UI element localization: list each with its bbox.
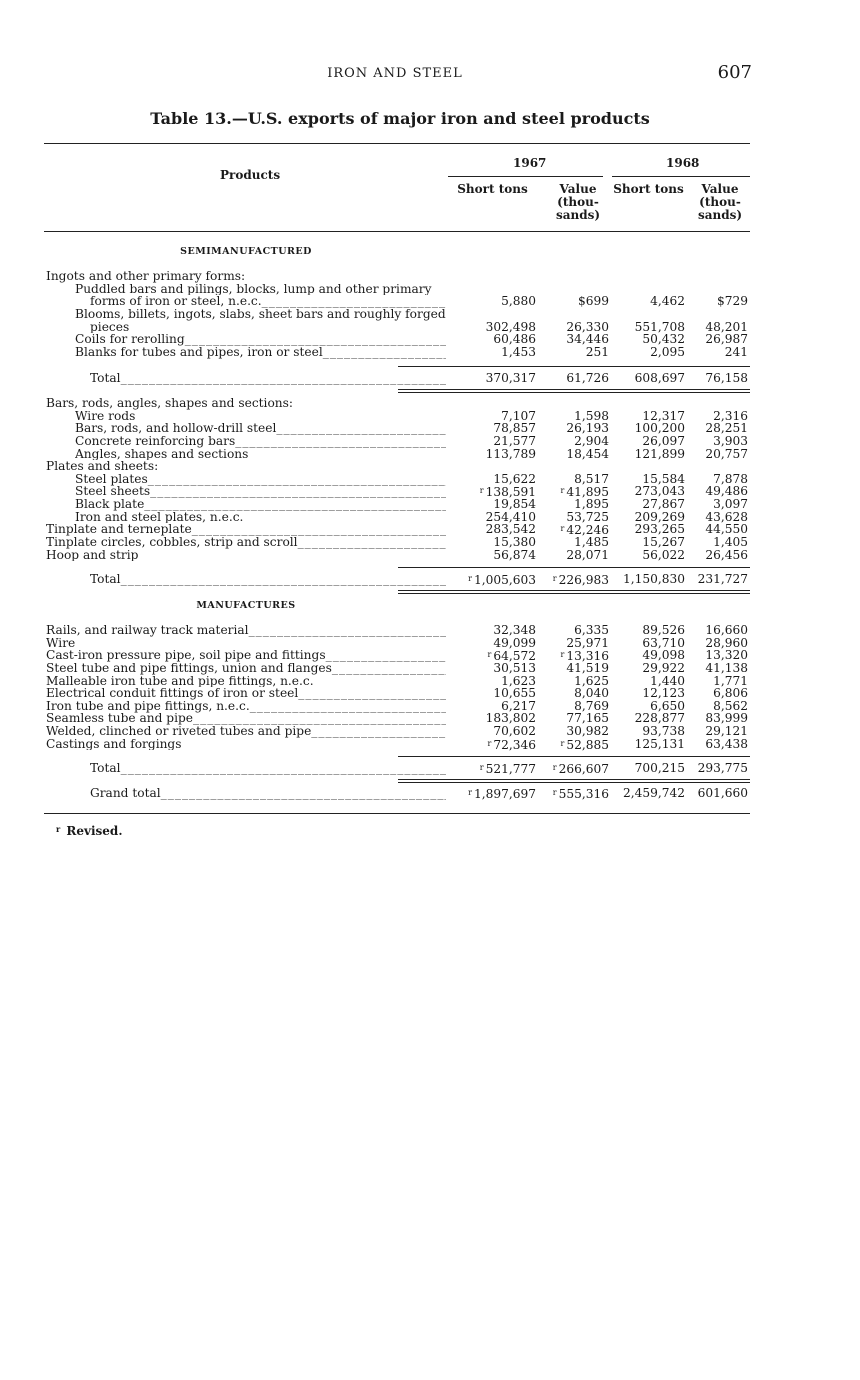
cell-value-1968: 29,121 [705, 724, 748, 739]
manufactures-total [46, 762, 752, 775]
footnote [56, 824, 123, 838]
table-row [46, 498, 752, 511]
row-label: Total _____ [90, 372, 446, 385]
cell-value-1967: 251 [585, 344, 609, 359]
cell-value-1967: 1,485 [574, 535, 609, 550]
row-label: Blooms, billets, ingots, slabs, sheet bars and roughly forged [75, 307, 446, 321]
cell-short-tons-1967: 56,874 [493, 547, 536, 562]
cell-value-1968: $729 [716, 294, 748, 309]
header-value-1967 [548, 183, 608, 222]
cell-value-1968: 48,201 [705, 319, 748, 334]
row-label: forms of iron or steel, n.e.c. _____ [90, 295, 446, 308]
cell-short-tons-1968: 26,097 [642, 433, 685, 448]
table-row [46, 283, 752, 296]
cell-short-tons-1967: 15,622 [493, 471, 536, 486]
bars-sheets-table [46, 397, 752, 561]
cell-short-tons-1968: 56,022 [642, 547, 685, 562]
table-row [46, 397, 752, 410]
cell-short-tons-1967: $^r$ 72,346 [487, 737, 536, 752]
section-semimanufactured: SEMIMANUFACTURED [180, 246, 312, 257]
table-title: Table 13.—U.S. exports of major iron and steel products [150, 109, 650, 128]
cell-value-1967: 53,725 [566, 509, 609, 524]
revised-mark: r [560, 650, 565, 660]
cell-short-tons-1967: $^r$ 521,777 [479, 762, 536, 776]
cell-short-tons-1968: 228,877 [634, 711, 685, 726]
semimanufactured-total-1 [46, 372, 752, 385]
cell-short-tons-1968: 2,095 [650, 344, 685, 359]
grand-total [46, 787, 752, 800]
cell-short-tons-1968: 15,584 [642, 471, 685, 486]
row-label: Steel plates _____ [75, 473, 446, 486]
header-year-1967: 1967 [513, 156, 547, 170]
cell-value-1967: 25,971 [566, 635, 609, 650]
table-row-total [46, 573, 752, 586]
table-row [46, 460, 752, 473]
year-1968-rule [612, 176, 750, 177]
cell-short-tons-1967: $^r$ 1,897,697 [468, 787, 536, 801]
table-row [46, 549, 752, 562]
cell-short-tons-1968: 1,150,830 [622, 572, 685, 586]
running-head [0, 62, 860, 84]
total-rule [398, 567, 750, 568]
cell-value-1968: 601,660 [697, 786, 748, 800]
cell-value-1967: 1,895 [574, 497, 609, 512]
cell-short-tons-1968: 89,526 [642, 623, 685, 637]
cell-short-tons-1967: 254,410 [485, 509, 536, 524]
header-value-line1: Value [559, 182, 597, 196]
table-row [46, 725, 752, 738]
revised-mark: r [479, 486, 484, 496]
row-label: Wire _____ [46, 637, 446, 650]
cell-short-tons-1967: 370,317 [485, 371, 536, 385]
header-value-line2: (thou- [557, 195, 599, 209]
cell-value-1968: 41,138 [705, 660, 748, 675]
row-label: Castings and forgings _____ [46, 738, 446, 751]
table-bottom-rule [44, 813, 750, 814]
cell-short-tons-1967: 21,577 [493, 433, 536, 448]
cell-short-tons-1968: 29,922 [642, 660, 685, 675]
cell-value-1968: 7,878 [713, 471, 748, 486]
cell-short-tons-1967: 302,498 [485, 319, 536, 334]
revised-mark: r [468, 574, 472, 583]
year-1967-rule [448, 176, 603, 177]
cell-short-tons-1967: $^r$ 1,005,603 [468, 573, 536, 587]
table-row-total [46, 762, 752, 775]
cell-value-1967: 18,454 [566, 446, 609, 461]
cell-short-tons-1968: 93,738 [642, 724, 685, 739]
row-label: Wire rods _____ [75, 410, 446, 423]
table-row [46, 308, 752, 321]
section-manufactures: MANUFACTURES [196, 600, 296, 611]
cell-short-tons-1968: 63,710 [642, 635, 685, 650]
cell-value-1968: 63,438 [705, 736, 748, 751]
revised-mark: r [560, 524, 565, 534]
cell-value-1967: 8,517 [574, 471, 609, 486]
cell-short-tons-1967: 78,857 [493, 421, 536, 436]
header-value-1968 [690, 183, 750, 222]
cell-value-1968: 20,757 [705, 446, 748, 461]
footnote-mark: r [56, 824, 61, 834]
cell-short-tons-1968: 12,123 [642, 686, 685, 701]
running-title: IRON AND STEEL [327, 66, 463, 81]
cell-value-1967: 77,165 [566, 711, 609, 726]
cell-short-tons-1967: 5,880 [501, 294, 536, 309]
row-label: Blanks for tubes and pipes, iron or steel _____ [75, 346, 446, 359]
cell-value-1968: 3,097 [713, 497, 748, 512]
cell-short-tons-1967: 15,380 [493, 535, 536, 550]
cell-value-1967: 1,598 [574, 408, 609, 423]
cell-short-tons-1968: 100,200 [634, 421, 685, 436]
cell-short-tons-1968: 273,043 [634, 484, 685, 499]
group-heading: Ingots and other primary forms: [46, 270, 246, 283]
header-value-line3: sands) [555, 208, 601, 222]
row-label: Malleable iron tube and pipe fittings, n.e.c. _____ [46, 675, 446, 688]
cell-value-1968: 3,903 [713, 433, 748, 448]
cell-short-tons-1968: 6,650 [650, 698, 685, 713]
cell-value-1967: $^r$ 42,246 [560, 523, 609, 538]
double-rule [398, 590, 750, 594]
cell-value-1968: 44,550 [705, 522, 748, 537]
row-label: Coils for rerolling _____ [75, 333, 446, 346]
cell-value-1968: 83,999 [705, 711, 748, 726]
table-row [46, 624, 752, 637]
cell-value-1967: $^r$ 52,885 [560, 737, 609, 752]
cell-short-tons-1968: 700,215 [634, 761, 685, 775]
row-label: Rails, and railway track material _____ [46, 624, 446, 637]
table-row [46, 295, 752, 308]
cell-value-1967: $^r$ 226,983 [552, 573, 609, 587]
table-row [46, 738, 752, 751]
footnote-text: Revised. [66, 824, 123, 838]
cell-value-1968: 293,775 [697, 761, 748, 775]
table-row-total [46, 372, 752, 385]
cell-short-tons-1967: $^r$ 138,591 [479, 485, 536, 500]
semimanufactured-total-2 [46, 573, 752, 586]
total-rule [398, 756, 750, 757]
table-row [46, 270, 752, 283]
cell-value-1968: 28,960 [705, 635, 748, 650]
table-row [46, 662, 752, 675]
cell-value-1967: $^r$ 13,316 [560, 649, 609, 664]
row-label: Total _____ [90, 762, 446, 775]
revised-mark: r [560, 738, 565, 748]
cell-value-1967: 6,335 [574, 623, 609, 637]
cell-short-tons-1968: 121,899 [634, 446, 685, 461]
cell-short-tons-1967: 60,486 [493, 332, 536, 347]
group-heading: Plates and sheets: [46, 460, 159, 473]
row-label: Grand total _____ [90, 787, 446, 800]
double-rule [398, 389, 750, 393]
cell-value-1967: $699 [577, 294, 609, 309]
cell-value-1968: 241 [724, 344, 748, 359]
cell-short-tons-1967: 113,789 [485, 446, 536, 461]
cell-value-1968: 231,727 [697, 572, 748, 586]
row-label: Cast-iron pressure pipe, soil pipe and fittings _____ [46, 649, 446, 662]
cell-value-1967: 28,071 [566, 547, 609, 562]
row-label: Black plate _____ [75, 498, 446, 511]
cell-value-1968: 28,251 [705, 421, 748, 436]
row-label: Steel tube and pipe fittings, union and flanges _____ [46, 662, 446, 675]
revised-mark: r [560, 486, 565, 496]
cell-short-tons-1968: 15,267 [642, 535, 685, 550]
cell-short-tons-1967: 283,542 [485, 522, 536, 537]
cell-short-tons-1968: 49,098 [642, 648, 685, 663]
cell-value-1968: 43,628 [705, 509, 748, 524]
cell-short-tons-1967: 7,107 [501, 408, 536, 423]
cell-value-1967: $^r$ 266,607 [552, 762, 609, 776]
cell-value-1968: 1,405 [713, 535, 748, 550]
header-value-line2: (thou- [699, 195, 741, 209]
revised-mark: r [479, 763, 484, 772]
row-label: Iron and steel plates, n.e.c. _____ [75, 511, 446, 524]
cell-value-1967: 61,726 [566, 371, 609, 385]
header-bottom-rule [44, 231, 750, 232]
cell-value-1967: 30,982 [566, 724, 609, 739]
cell-value-1968: 2,316 [713, 408, 748, 423]
manufactures-table [46, 624, 752, 750]
cell-short-tons-1968: 50,432 [642, 332, 685, 347]
cell-short-tons-1967: 70,602 [493, 724, 536, 739]
cell-value-1967: 34,446 [566, 332, 609, 347]
cell-short-tons-1967: 1,453 [501, 344, 536, 359]
cell-short-tons-1968: 551,708 [634, 319, 685, 334]
cell-value-1967: 2,904 [574, 433, 609, 448]
row-label: Electrical conduit fittings of iron or steel _____ [46, 687, 446, 700]
cell-value-1968: 8,562 [713, 698, 748, 713]
cell-short-tons-1968: 27,867 [642, 497, 685, 512]
table-row [46, 435, 752, 448]
double-rule [398, 779, 750, 783]
cell-value-1968: 16,660 [705, 623, 748, 637]
page-number: 607 [717, 62, 752, 83]
revised-mark: r [487, 650, 492, 660]
row-label: Iron tube and pipe fittings, n.e.c. _____ [46, 700, 446, 713]
cell-short-tons-1968: 12,317 [642, 408, 685, 423]
header-value-line1: Value [701, 182, 739, 196]
table-row [46, 333, 752, 346]
cell-short-tons-1967: 6,217 [501, 698, 536, 713]
cell-value-1967: 26,193 [566, 421, 609, 436]
group-heading: Bars, rods, angles, shapes and sections: [46, 397, 293, 410]
revised-mark: r [468, 788, 472, 797]
row-label: Angles, shapes and sections _____ [75, 448, 446, 461]
cell-short-tons-1968: 4,462 [650, 294, 685, 309]
header-short-tons-1968: Short tons [613, 182, 684, 196]
cell-value-1967: 8,769 [574, 698, 609, 713]
cell-short-tons-1967: $^r$ 64,572 [487, 649, 536, 664]
cell-short-tons-1967: 1,623 [501, 673, 536, 688]
cell-value-1968: 26,987 [705, 332, 748, 347]
row-label: Welded, clinched or riveted tubes and pipe _____ [46, 725, 446, 738]
revised-mark: r [552, 574, 557, 583]
cell-value-1967: 26,330 [566, 319, 609, 334]
header-products: Products [220, 168, 281, 182]
table-row [46, 346, 752, 359]
cell-value-1967: 1,625 [574, 673, 609, 688]
revised-mark: r [487, 738, 492, 748]
cell-short-tons-1968: 2,459,742 [622, 786, 685, 800]
header-short-tons-1967: Short tons [457, 182, 528, 196]
row-label: Tinplate and terneplate _____ [46, 523, 446, 536]
cell-value-1968: 76,158 [705, 371, 748, 385]
cell-short-tons-1968: 209,269 [634, 509, 685, 524]
cell-short-tons-1968: 125,131 [634, 736, 685, 751]
cell-value-1968: 26,456 [705, 547, 748, 562]
row-label: Steel sheets _____ [75, 485, 446, 498]
cell-value-1968: 6,806 [713, 686, 748, 701]
row-label: Seamless tube and pipe _____ [46, 712, 446, 725]
row-label: Bars, rods, and hollow-drill steel _____ [75, 422, 446, 435]
cell-value-1968: 1,771 [713, 673, 748, 688]
cell-short-tons-1967: 19,854 [493, 497, 536, 512]
cell-value-1967: $^r$ 41,895 [560, 485, 609, 500]
cell-value-1968: 13,320 [705, 648, 748, 663]
cell-value-1968: 49,486 [705, 484, 748, 499]
table-row [46, 687, 752, 700]
row-label: Concrete reinforcing bars _____ [75, 435, 446, 448]
cell-short-tons-1967: 183,802 [485, 711, 536, 726]
cell-short-tons-1967: 32,348 [493, 623, 536, 637]
cell-short-tons-1967: 49,099 [493, 635, 536, 650]
cell-short-tons-1968: 293,265 [634, 522, 685, 537]
total-rule [398, 366, 750, 367]
row-label: Tinplate circles, cobbles, strip and scroll _____ [46, 536, 446, 549]
cell-short-tons-1967: 10,655 [493, 686, 536, 701]
header-year-1968: 1968 [666, 156, 700, 170]
cell-short-tons-1968: 1,440 [650, 673, 685, 688]
cell-value-1967: 41,519 [566, 660, 609, 675]
table-top-rule [44, 143, 750, 144]
cell-value-1967: $^r$ 555,316 [552, 787, 609, 801]
row-label: Total _____ [90, 573, 446, 586]
table-row [46, 536, 752, 549]
cell-short-tons-1967: 30,513 [493, 660, 536, 675]
row-label: Puddled bars and pilings, blocks, lump and other primary [75, 282, 432, 296]
table-row [46, 448, 752, 461]
semimanufactured-table [46, 270, 752, 358]
cell-value-1967: 8,040 [574, 686, 609, 701]
revised-mark: r [552, 788, 557, 797]
revised-mark: r [552, 763, 557, 772]
header-value-line3: sands) [697, 208, 743, 222]
row-label: Hoop and strip _____ [46, 549, 446, 562]
row-label: pieces _____ [90, 321, 446, 334]
table-row-grand-total [46, 787, 752, 800]
cell-short-tons-1968: 608,697 [634, 371, 685, 385]
